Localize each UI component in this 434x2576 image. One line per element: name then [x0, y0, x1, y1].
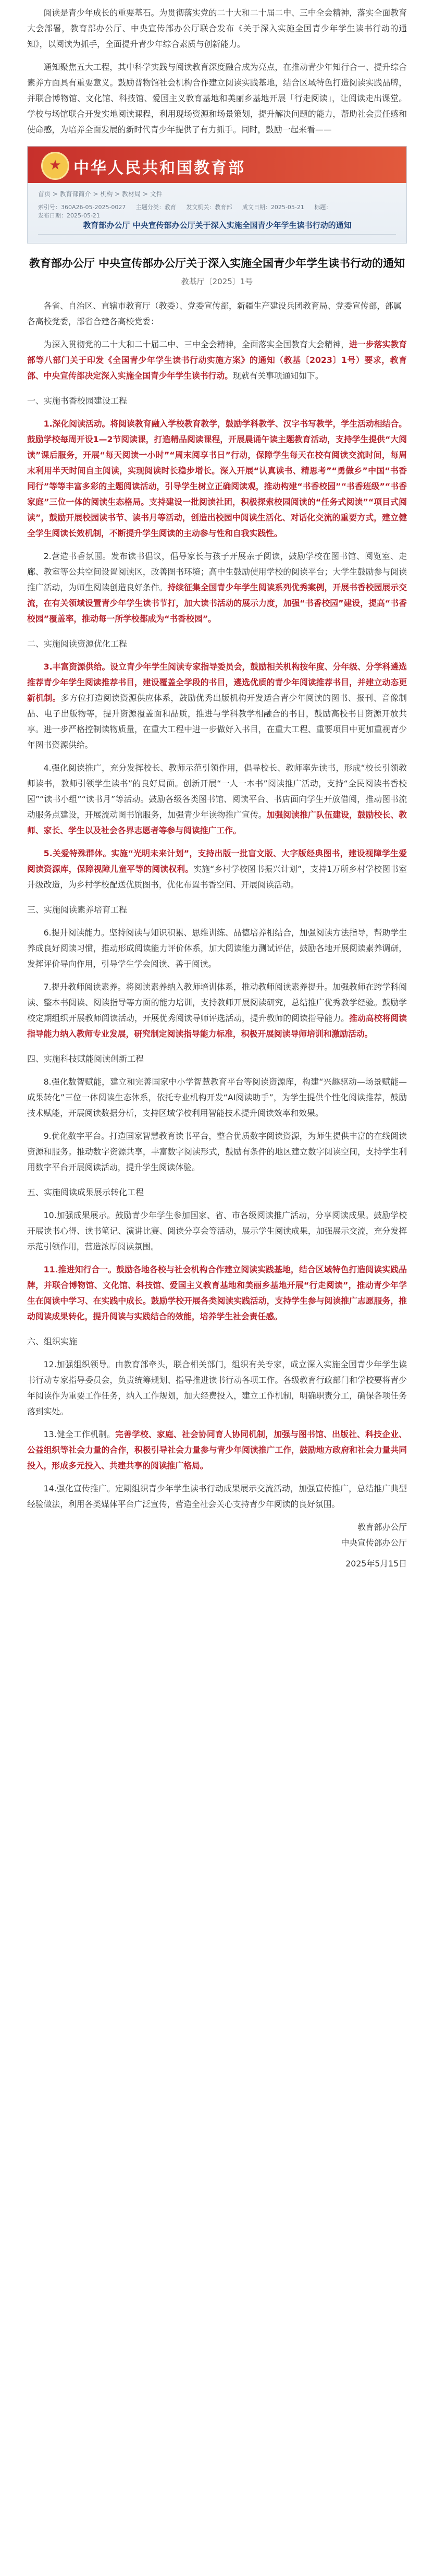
item-5-highlight: 5.关爱特殊群体。实施“光明未来计划”，支持出版一批盲文版、大字版经典图书，建设视障学生爱阅读资源库，保障视障儿童平等的阅读权利。 — [27, 848, 407, 874]
ministry-web-screenshot — [27, 146, 407, 244]
item-3-rest: 多方位打造阅读资源供应体系，鼓励优秀出版机构开发适合青少年阅读的图书、报刊、音像制品、电子出版物等，提升资源覆盖面和品质，推进与学科教学相融合的书目，鼓励高校书目资源开放共享。进一步严格控制读物质量，在重大工程中进一步做好入书目，在重大工程、重要项目中更加重视青少年图书资源供给。 — [27, 693, 407, 750]
breadcrumb: 首页 > 教育部简介 > 机构 > 教材局 > 文件 — [38, 190, 163, 198]
item-14: 14.强化宣传推广。定期组织青少年学生读书行动成果展示交流活动，加强宣传推广，总结推广典型经验做法，利用各类媒体平台广泛宣传，营造全社会关心支持青少年阅读的良好氛围。 — [27, 1484, 407, 1509]
item-11-highlight: 鼓励各地各校与社会机构合作建立阅读实践基地，结合区域特色打造阅读实践品牌，并联合博物馆、文化馆、科技馆、爱国主义教育基地和美丽乡基地开展“行走阅读”，推动青少年学生在阅读中学习、在实践中成长。 — [27, 1265, 407, 1306]
section-heading-1: 一、实施书香校园建设工程 — [27, 396, 128, 406]
item-4-highlight: 加强阅读推广队伍建设，鼓励校长、教师、家长、学生以及社会各界志愿者等参与阅读推广工作。 — [27, 810, 407, 835]
item-1-body: 将阅读教育融入学校教育教学，鼓励学科教学、汉字书写教学，学生活动相结合。鼓励学校每周开设1—2节阅读课，打造精品阅读课程，开展晨诵午读主题教育活动，支持学生提供“大阅读”课后服务，开展“每天阅读一小时”“周末阅享书日”行动，保障学生每天在校有阅读交流时间，每周末利用半天时间自主阅读，实现阅读时长稳步增长。深入开展“认真读书、精思考”“勇做乡”中国“书香同行”等等丰富多彩的主题阅读活动，引导学生树立正确阅读观，推动构建“书香校园”“书香班级”“书香家庭”三位一体的阅读生态格局。支持建设一批阅读社团，积极探索校园阅读的“任务式阅读”“项目式阅读”，鼓励开展校园读书节、读书月等活动，创造出校园中阅读生活化、对话化交流的重要方式，建立健全学生阅读长效机制，不断提升学生阅读的主动参与性和自我实践性。 — [27, 419, 407, 538]
item-7 — [27, 979, 407, 1042]
item-2-highlight: 持续征集全国青少年学生阅读系列优秀案例，开展书香校园展示交流，在有关领域设置青少年学生读书节打，加大读书活动的展示力度，加强“书香校园”建设，提高“书香校园”覆盖率，推动每一所学校都成为“书香校园”。 — [27, 582, 407, 624]
banner-doc-title: 教育部办公厅 中央宣传部办公厅关于深入实施全国青少年学生读书行动的通知 — [83, 221, 352, 230]
item-5 — [27, 846, 407, 893]
signature-org-1: 教育部办公厅 — [357, 1522, 407, 1532]
section-heading-4: 四、实施科技赋能阅读创新工程 — [27, 1054, 144, 1064]
item-1 — [27, 416, 407, 541]
item-11-rest: 鼓励学校开展各类阅读实践活动，支持学生参与阅读推广志愿服务，推动阅读成果转化，提升阅读与实践结合的效能，培养学生社会责任感。 — [27, 1296, 407, 1321]
preamble-b: 进一步落实教育部等八部门关于印发《全国青少年学生读书行动实施方案》的通知（教基〔2023〕1号）要求， — [27, 339, 407, 365]
item-4-body: 4.强化阅读推广，充分发挥校长、教师示范引领作用，倡导校长、教师率先读书，形成“校长引领教师读书，教师引领学生读书”的良好局面。创新开展“一人一本书”阅读推广活动，支持“全民阅读书香校园”“读书小组”“读书月”等活动。鼓励各级各类图书馆、阅读平台、书店面向学生开放借阅，推动图书流动服务点建设，开展流动图书馆服务，加强青少年读物推广宣传。 — [27, 763, 407, 820]
item-2 — [27, 549, 407, 627]
section-heading-6: 六、组织实施 — [27, 1336, 78, 1346]
item-3 — [27, 659, 407, 753]
preamble-d: 现就有关事项通知如下。 — [232, 371, 324, 381]
intro-paragraph-1: 阅读是青少年成长的重要基石。为贯彻落实党的二十大和二十届二中、三中全会精神，落实全面教育大会部署，教育部办公厅、中央宣传部办公厅联合发布《关于深入实施全国青少年学生读书行动的通知》，以阅读为抓手，全面提升青少年综合素质与创新能力。 — [27, 8, 407, 49]
intro-paragraph-2: 通知聚焦五大工程，其中科学实践与阅读教育深度融合成为亮点，在推动青少年知行合一、提升综合素养方面具有重要意义。鼓励普物馆社会机构合作建立阅读实践基地，结合区域特色打造阅读实践品牌，并联合博物馆、文化馆、科技馆、爱国主义教育基地和美丽乡基地开展「行走阅读」，让阅读走出课堂。学校与场馆联合开发实地阅读课程，利用现场资源和场景策划，提升解决问题的能力，帮助社会责任感和使命感，为培养全面发展的新时代青少年提供了有力抓手。同时，鼓励一起来看—— — [27, 62, 407, 135]
section-heading-2: 二、实施阅读资源优化工程 — [27, 639, 128, 649]
meta-category: 主题分类：教育 — [135, 204, 176, 211]
item-5-body: 实施“乡村学校图书振兴计划”，支持1万所乡村学校图书室升级改造，为乡村学校配送优质图书，优化布置书香空间、开展阅读活动。 — [27, 864, 407, 890]
document-meta — [38, 203, 396, 220]
item-13-lead: 13.健全工作机制。 — [43, 1429, 115, 1439]
item-13-highlight: 完善学校、家庭、社会协同育人协同机制，加强与图书馆、出版社、科技企业、公益组织等社会力量的合作，积极引导社会力量参与青少年阅读推广工作，鼓励地方政府和社会力量共同投入，形成多元投入、共建共享的阅读推广格局。 — [27, 1429, 407, 1471]
section-heading-5: 五、实施阅读成果展示转化工程 — [27, 1187, 144, 1197]
item-11 — [27, 1262, 407, 1325]
item-9: 9.优化数字平台。打造国家智慧教育读书平台，整合优质数字阅读资源，为师生提供丰富的在线阅读资源和服务。推动数字资源共享，丰富数字阅读形式，鼓励有条件的地区建立数字阅读空间，支持学生利用数字平台开展阅读活动，提升学生阅读体验。 — [27, 1131, 407, 1172]
signature-org-2: 中央宣传部办公厅 — [341, 1538, 407, 1548]
item-13 — [27, 1427, 407, 1474]
item-3-body: 设立青少年学生阅读专家指导委员会，鼓励相关机构按年度、分年级、分学科遴选推荐青少年学生阅读推荐书目，建设覆盖全学段的书目，遴选优质的青少年阅读推荐书目，并建立动态更新机制。 — [27, 662, 407, 703]
meta-publish-date: 发布日期：2025-05-21 — [38, 212, 100, 219]
preamble-c: 教育部、中央宣传部决定深入实施全国青少年学生读书行动。 — [27, 355, 407, 381]
meta-written-date: 成文日期：2025-05-21 — [242, 204, 304, 211]
meta-issuer: 发文机关：教育部 — [186, 204, 232, 211]
meta-index: 索引号：360A26-05-2025-0027 — [38, 204, 126, 211]
item-12: 12.加强组织领导。由教育部牵头，联合相关部门，组织有关专家，成立深入实施全国青少年学生读书行动专家指导委员会，负责统筹规划、指导推进读书行动各项工作。各级教育行政部门和学校要将青少年阅读作为重要工作任务，纳入工作规划，加大经费投入，建立工作机制，明确职责分工，确保各项任务落到实处。 — [27, 1359, 407, 1416]
item-1-lead: 1.深化阅读活动。 — [43, 419, 110, 429]
document-title: 教育部办公厅 中央宣传部办公厅关于深入实施全国青少年学生读书行动的通知 — [29, 257, 405, 270]
meta-title-label: 标题： — [314, 204, 332, 211]
section-heading-3: 三、实施阅读素养培育工程 — [27, 905, 128, 915]
item-7-highlight: 推动高校将阅读指导能力纳入教师专业发展，研究制定阅读指导能力标准，积极开展阅读导师培训和激励活动。 — [27, 1013, 407, 1039]
item-4 — [27, 760, 407, 839]
preamble — [27, 337, 407, 384]
signature-date: 2025年5月15日 — [345, 1559, 407, 1569]
ministry-name: 中华人民共和国教育部 — [73, 159, 245, 177]
item-11-lead: 11.推进知行合一。 — [43, 1265, 117, 1274]
national-emblem-icon: ★ — [41, 152, 69, 180]
document-number: 教基厅〔2025〕1号 — [181, 277, 253, 286]
addressees: 各省、自治区、直辖市教育厅（教委）、党委宣传部，新疆生产建设兵团教育局、党委宣传部，部属各高校党委，部省合建各高校党委： — [27, 301, 402, 326]
ministry-header — [28, 147, 406, 183]
preamble-a: 为深入贯彻党的二十大和二十届二中、三中全会精神，全面落实全国教育大会精神， — [43, 339, 350, 349]
divider — [38, 234, 396, 235]
item-3-lead: 3.丰富资源供给。 — [43, 662, 110, 672]
item-2-body: 2.营造书香氛围。发布读书倡议，倡导家长与孩子开展亲子阅读，鼓励学校在图书馆、阅览室、走廊、教室等公共空间设置阅读区，改善图书环境；高中生鼓励使用学校的阅读平台；大学生鼓励参与阅读推广活动，为师生阅读创造良好条件。 — [27, 551, 407, 592]
item-8: 8.强化数智赋能，建立和完善国家中小学智慧教育平台等阅读资源库，构建“兴趣驱动—场景赋能—成果转化”三位一体阅读生态体系，依托专业机构开发“AI阅读助手”，为学生提供个性化阅读推荐，鼓励技术赋能，开展阅读数据分析，支持区域学校利用智能技术提升阅读效率和效果。 — [27, 1077, 407, 1118]
item-7-body: 7.提升教师阅读素养。将阅读素养纳入教师培训体系，推动教师阅读素养提升。加强教师在跨学科阅读、整本书阅读、阅读指导等方面的能力培训，支持教师开展阅读研究，总结推广优秀教学经验。鼓励学校定期组织开展教师阅读活动，开展优秀阅读导师评选活动，提升教师的阅读指导能力。 — [27, 982, 407, 1023]
item-6: 6.提升阅读能力。坚持阅读与知识积累、思维训练、品德培养相结合，加强阅读方法指导，帮助学生养成良好阅读习惯，推动形成阅读能力评价体系，加大阅读能力测试评估，鼓励各地开展阅读素养调研，发挥评价导向作用，引导学生学会阅读、善于阅读。 — [27, 928, 407, 969]
item-10: 10.加强成果展示。鼓励青少年学生参加国家、省、市各级阅读推广活动，分享阅读成果。鼓励学校开展读书心得、读书笔记、演讲比赛、阅读分享会等活动，展示学生阅读成果，加强展示交流，充分发挥示范引领作用，营造浓厚阅读氛围。 — [27, 1210, 407, 1251]
